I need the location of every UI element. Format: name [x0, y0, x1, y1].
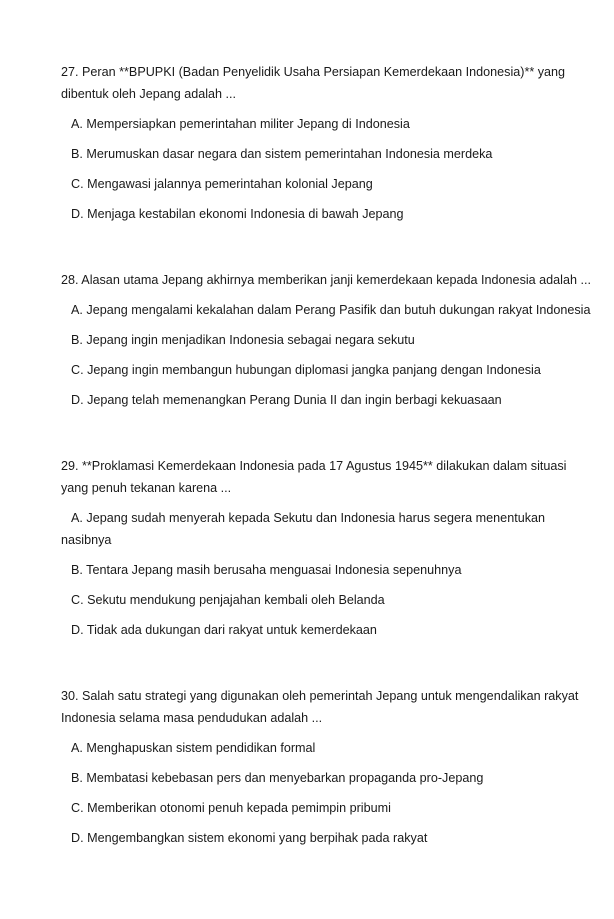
option-c: C. Memberikan otonomi penuh kepada pemimpin pribumi	[71, 801, 391, 815]
option-b: B. Jepang ingin menjadikan Indonesia sebagai negara sekutu	[71, 333, 415, 347]
option-a: A. Jepang sudah menyerah kepada Sekutu dan Indonesia harus segera menentukan nasibnya	[61, 511, 545, 547]
option-a: A. Jepang mengalami kekalahan dalam Perang Pasifik dan butuh dukungan rakyat Indonesia	[71, 303, 591, 317]
question-stem: 29. **Proklamasi Kemerdekaan Indonesia pada 17 Agustus 1945** dilakukan dalam situasi yang penuh tekanan karena ...	[61, 459, 567, 495]
option-d: D. Menjaga kestabilan ekonomi Indonesia di bawah Jepang	[71, 207, 404, 221]
option-a: A. Menghapuskan sistem pendidikan formal	[71, 741, 316, 755]
option-d: D. Mengembangkan sistem ekonomi yang berpihak pada rakyat	[71, 831, 428, 845]
question-30	[61, 685, 594, 849]
question-28	[61, 269, 594, 411]
option-b: B. Merumuskan dasar negara dan sistem pemerintahan Indonesia merdeka	[71, 147, 493, 161]
option-c: C. Jepang ingin membangun hubungan diplomasi jangka panjang dengan Indonesia	[71, 363, 541, 377]
option-a: A. Mempersiapkan pemerintahan militer Jepang di Indonesia	[71, 117, 410, 131]
option-d: D. Tidak ada dukungan dari rakyat untuk kemerdekaan	[71, 623, 377, 637]
option-b: B. Membatasi kebebasan pers dan menyebarkan propaganda pro-Jepang	[71, 771, 484, 785]
question-stem: 28. Alasan utama Jepang akhirnya memberikan janji kemerdekaan kepada Indonesia adalah ...	[61, 273, 591, 287]
option-c: C. Mengawasi jalannya pemerintahan kolonial Jepang	[71, 177, 373, 191]
question-29	[61, 455, 594, 641]
option-c: C. Sekutu mendukung penjajahan kembali oleh Belanda	[71, 593, 385, 607]
question-27	[61, 61, 594, 225]
option-b: B. Tentara Jepang masih berusaha menguasai Indonesia sepenuhnya	[71, 563, 462, 577]
question-stem: 27. Peran **BPUPKI (Badan Penyelidik Usaha Persiapan Kemerdekaan Indonesia)** yang dibentuk oleh Jepang adalah ...	[61, 65, 566, 101]
question-stem: 30. Salah satu strategi yang digunakan oleh pemerintah Jepang untuk mengendalikan rakyat Indonesia selama masa pendudukan adalah ...	[61, 689, 579, 725]
option-d: D. Jepang telah memenangkan Perang Dunia II dan ingin berbagi kekuasaan	[71, 393, 502, 407]
